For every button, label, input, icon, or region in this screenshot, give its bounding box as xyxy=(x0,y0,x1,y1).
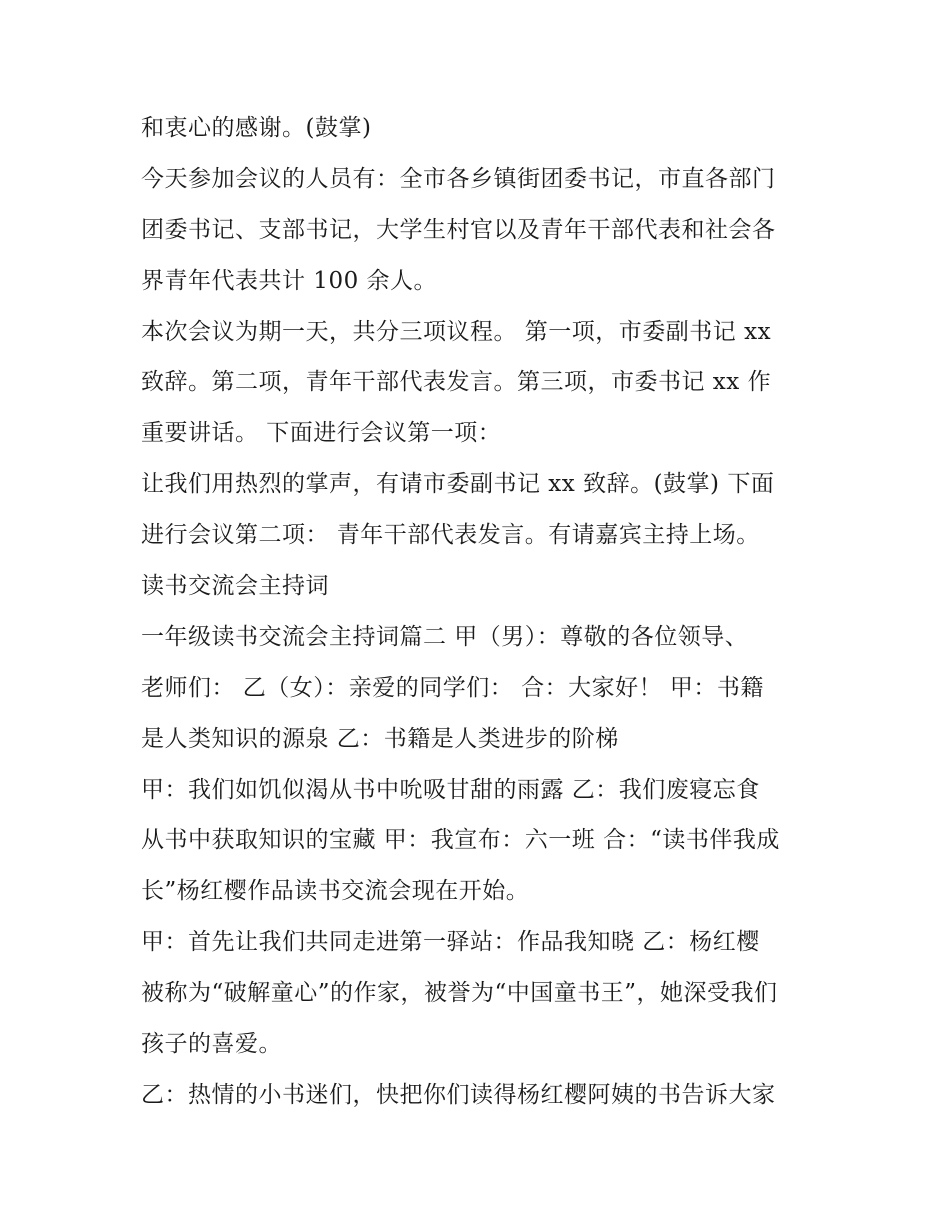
text-line: 是人类知识的源泉 乙：书籍是人类进步的阶梯 xyxy=(141,725,619,752)
text-line: 致辞。第二项，青年干部代表发言。第三项，市委书记 xx 作 xyxy=(141,369,772,396)
text-line: 被称为“破解童心”的作家，被誉为“中国童书王”，她深受我们 xyxy=(141,980,778,1007)
text-line: 让我们用热烈的掌声，有请市委副书记 xx 致辞。(鼓掌) 下面 xyxy=(141,471,775,498)
document-page xyxy=(141,103,821,1121)
text-line: 孩子的喜爱。 xyxy=(141,1031,282,1058)
text-line: 和衷心的感谢。(鼓掌) xyxy=(141,115,372,141)
text-line: 重要讲话。 下面进行会议第一项： xyxy=(141,420,502,447)
text-line: 进行会议第二项： 青年干部代表发言。有请嘉宾主持上场。 xyxy=(141,522,760,549)
text-line: 甲：首先让我们共同走进第一驿站：作品我知晓 乙：杨红樱 xyxy=(141,929,760,956)
text-line: 本次会议为期一天，共分三项议程。 第一项，市委副书记 xx xyxy=(141,318,772,345)
text-line: 甲：我们如饥似渴从书中吮吸甘甜的雨露 乙：我们废寝忘食 xyxy=(141,776,760,803)
text-line: 一年级读书交流会主持词篇二 甲（男）：尊敬的各位领导、 xyxy=(141,623,749,650)
text-line: 界青年代表共计 100 余人。 xyxy=(141,267,438,294)
text-line: 乙：热情的小书迷们，快把你们读得杨红樱阿姨的书告诉大家 xyxy=(141,1081,776,1108)
text-line: 从书中获取知识的宝藏 甲：我宣布：六一班 合：“读书伴我成 xyxy=(141,827,780,854)
text-line: 团委书记、支部书记，大学生村官以及青年干部代表和社会各 xyxy=(141,216,776,243)
text-line: 今天参加会议的人员有：全市各乡镇街团委书记，市直各部门 xyxy=(141,165,776,192)
text-line: 长”杨红樱作品读书交流会现在开始。 xyxy=(141,878,530,905)
section-heading: 读书交流会主持词 xyxy=(141,573,329,600)
text-line: 老师们： 乙（女）：亲爱的同学们： 合：大家好！ 甲：书籍 xyxy=(141,674,764,701)
